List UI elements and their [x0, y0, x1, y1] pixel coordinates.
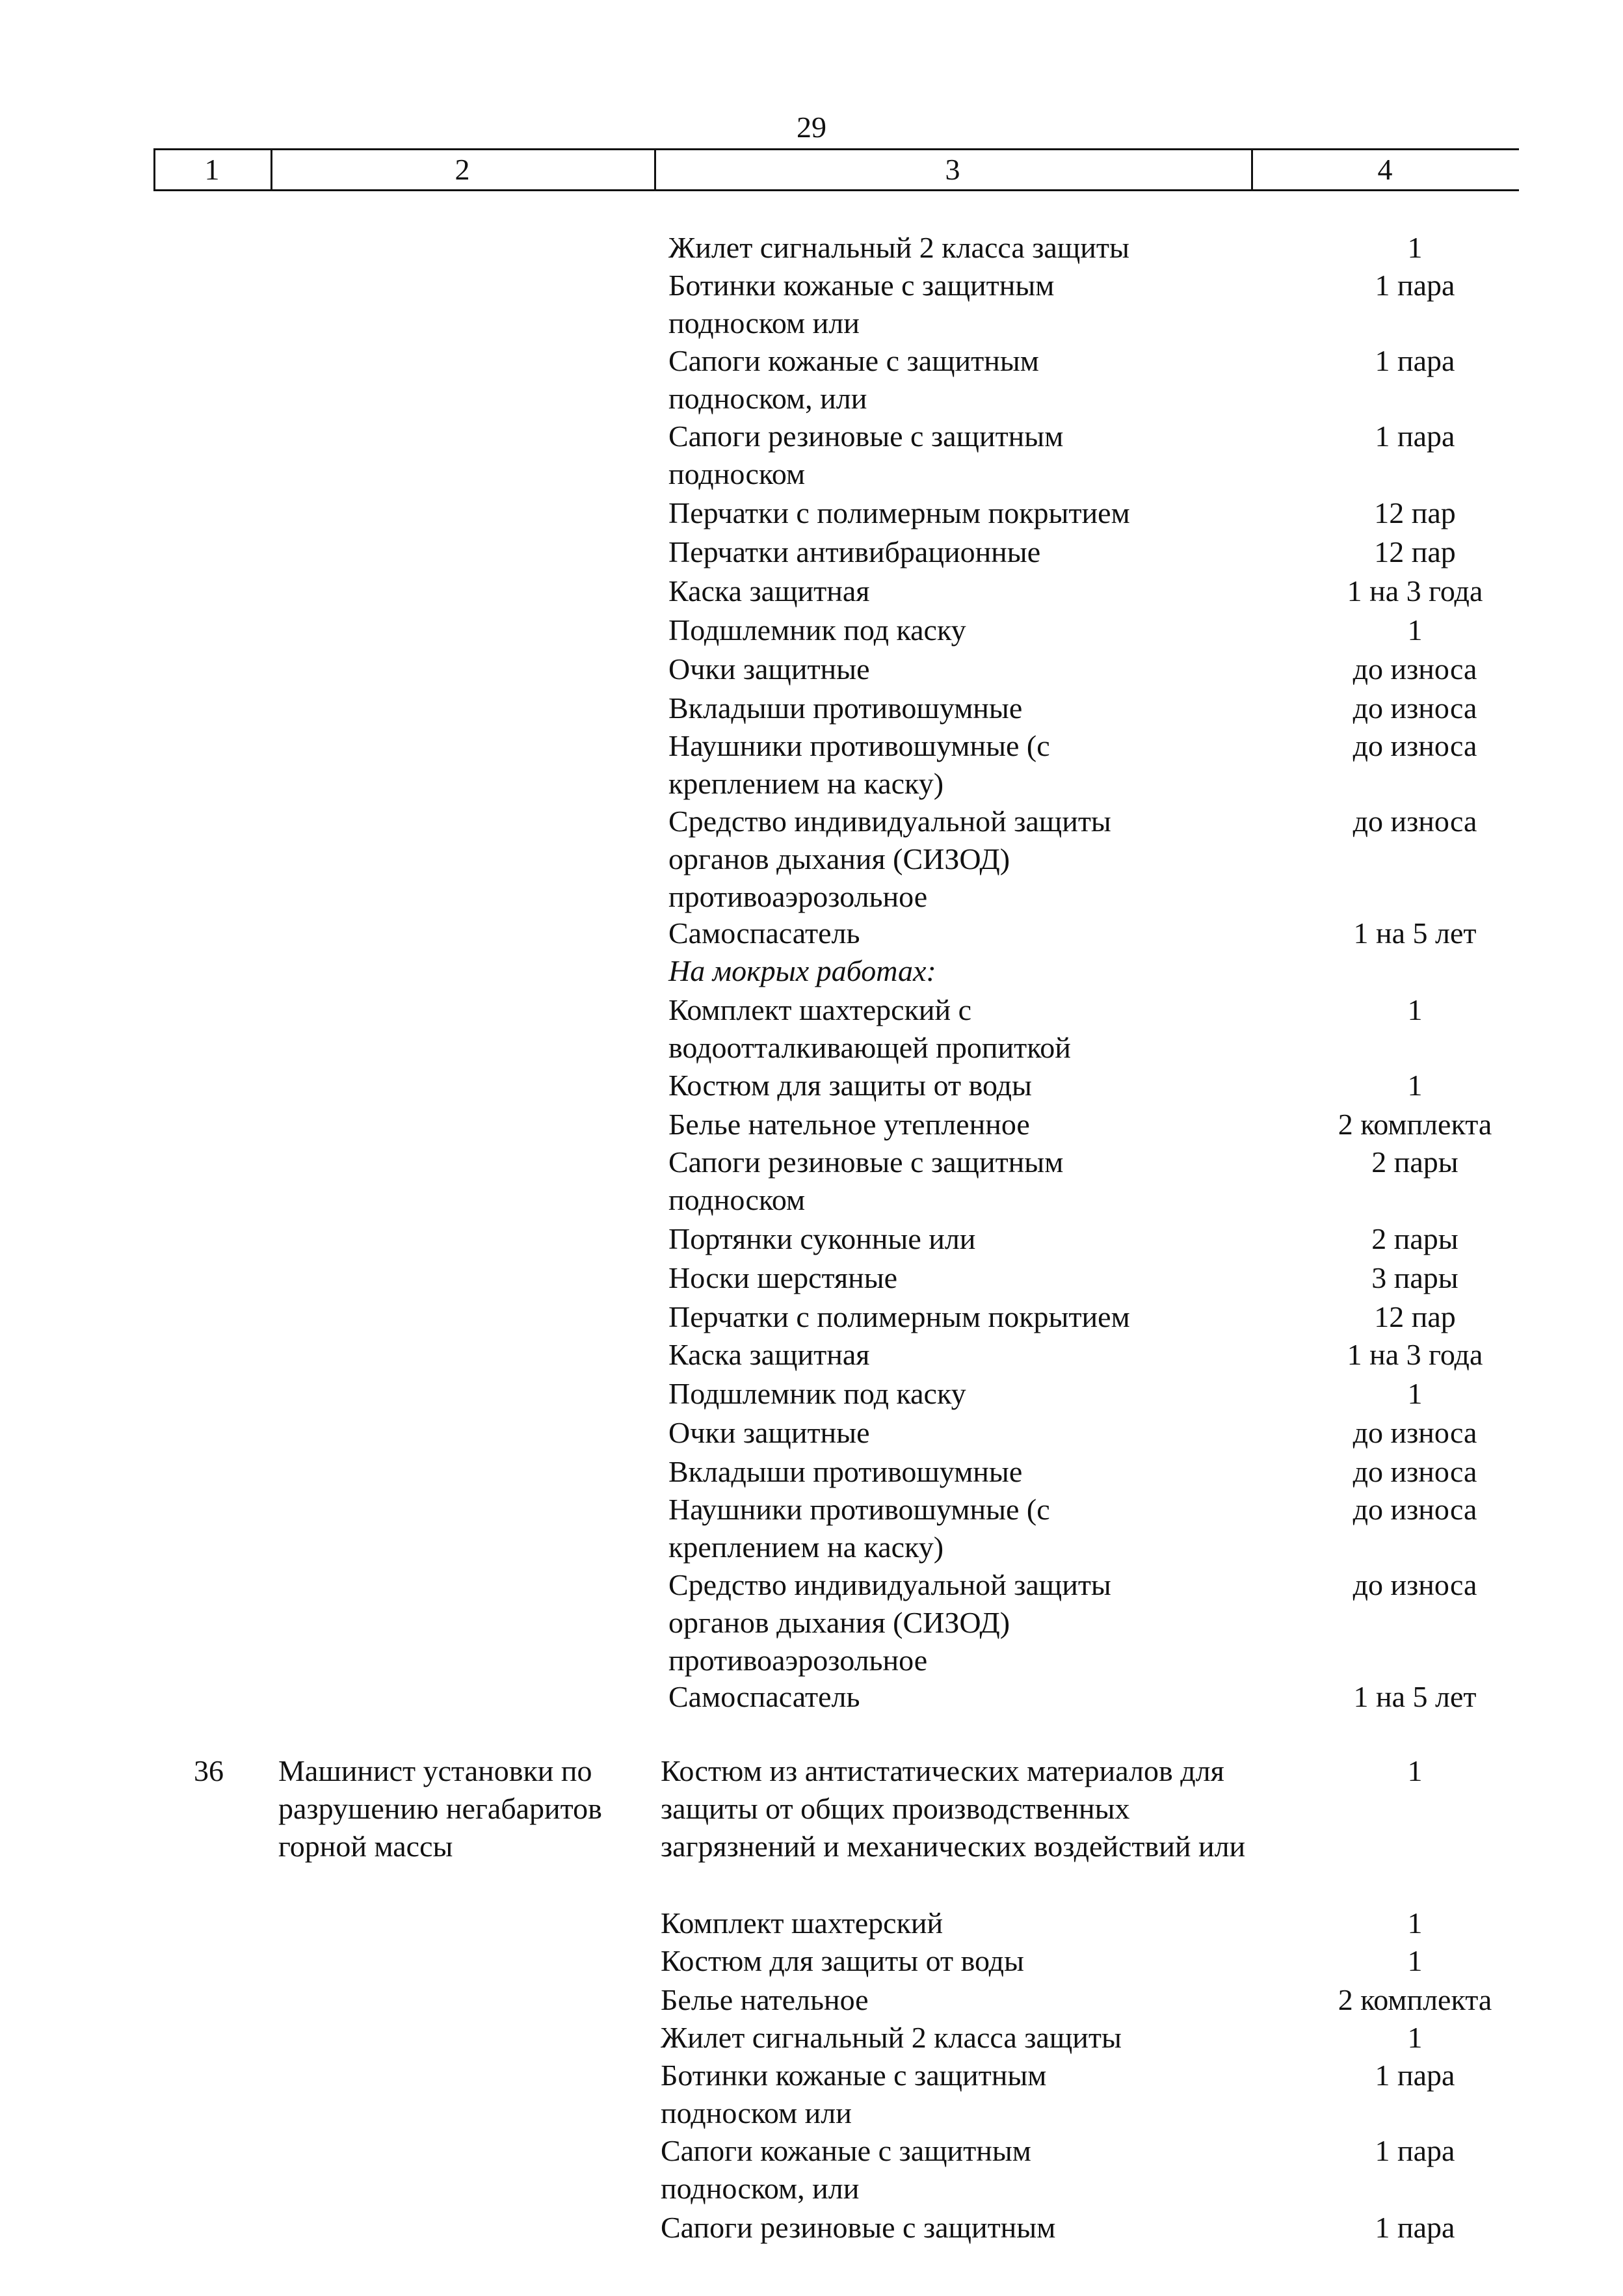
header-col-3: 3: [945, 153, 960, 186]
table-header: [153, 148, 1519, 191]
table-divider-3: [1251, 148, 1253, 191]
table-divider-2: [654, 148, 656, 191]
table-border-left: [153, 148, 155, 191]
row-number: 36: [194, 1754, 224, 1787]
table-divider-1: [270, 148, 272, 191]
page-number: 29: [797, 111, 826, 144]
header-col-2: 2: [455, 153, 470, 186]
profession-name: Машинист установки по разрушению негабаритов горной массы: [278, 1754, 602, 1863]
header-col-1: 1: [204, 153, 220, 186]
wet-work-heading: На мокрых работах:: [668, 954, 936, 987]
header-col-4: 4: [1377, 153, 1393, 186]
